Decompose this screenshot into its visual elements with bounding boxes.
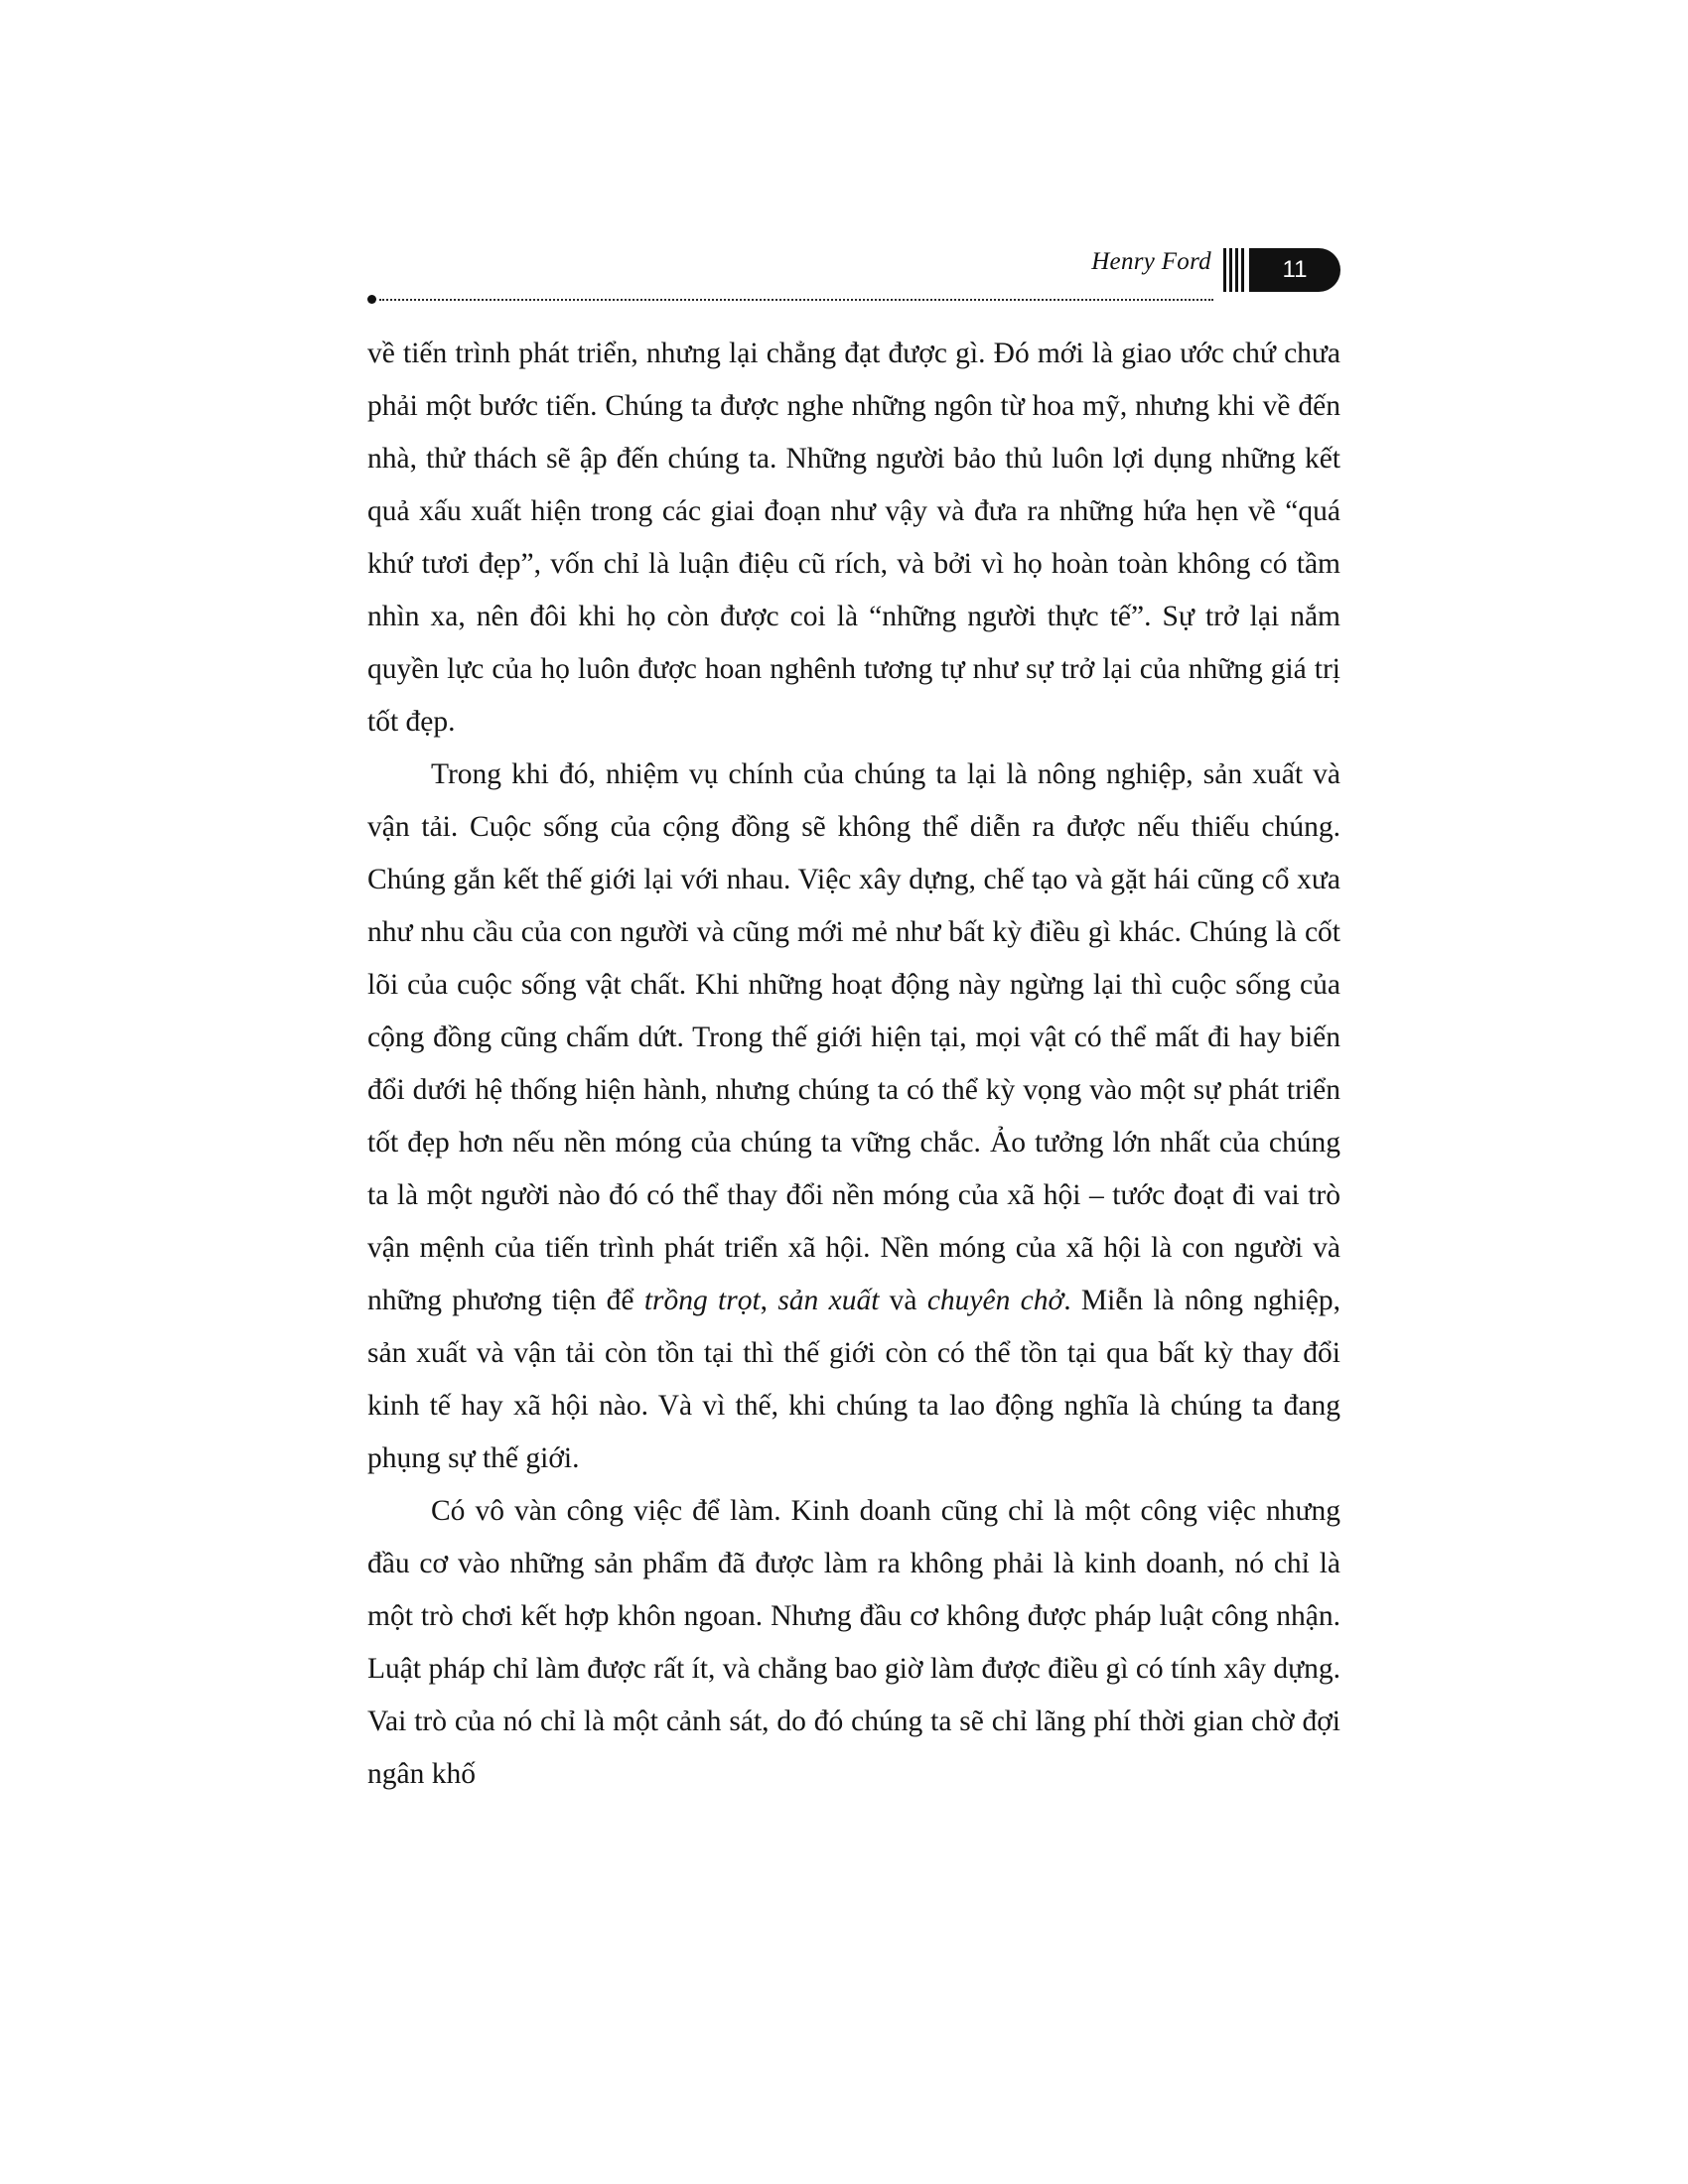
text-run: Trong khi đó, nhiệm vụ chính của chúng ta lại là nông nghiệp, sản xuất và vận tải. Cuộc sống của cộng đồng sẽ không thể diễn ra được nếu thiếu chúng. Chúng gắn kết thế giới lại với nhau. Việc xây dựng, chế tạo và gặt hái cũng cổ xưa như nhu cầu của con người và cũng mới mẻ như bất kỳ điều gì khác. Chúng là cốt lõi của cuộc sống vật chất. Khi những hoạt động này ngừng lại thì cuộc sống của cộng đồng cũng chấm dứt. Trong thế giới hiện tại, mọi vật có thể mất đi hay biến đổi dưới hệ thống hiện hành, nhưng chúng ta có thể kỳ vọng vào một sự phát triển tốt đẹp hơn nếu nền móng của chúng ta vững chắc. Ảo tưởng lớn nhất của chúng ta là một người nào đó có thể thay đổi nền móng của xã hội – tước đoạt đi vai trò vận mệnh của tiến trình phát triển xã hội. Nền móng của xã hội là con người và những phương tiện để	[367, 758, 1340, 1316]
paragraph	[367, 1485, 1340, 1801]
running-head-title: Henry Ford	[1091, 248, 1211, 275]
emphasis-text: sản xuất	[777, 1285, 880, 1316]
text-run: về tiến trình phát triển, nhưng lại chẳng đạt được gì. Đó mới là giao ước chứ chưa phải một bước tiến. Chúng ta được nghe những ngôn từ hoa mỹ, nhưng khi về đến nhà, thử thách sẽ ập đến chúng ta. Những người bảo thủ luôn lợi dụng những kết quả xấu xuất hiện trong các giai đoạn như vậy và đưa ra những hứa hẹn về “quá khứ tươi đẹp”, vốn chỉ là luận điệu cũ rích, và bởi vì họ hoàn toàn không có tầm nhìn xa, nên đôi khi họ còn được coi là “những người thực tế”. Sự trở lại nắm quyền lực của họ luôn được hoan nghênh tương tự như sự trở lại của những giá trị tốt đẹp.	[367, 338, 1340, 738]
paragraph	[367, 328, 1340, 749]
page-number-badge: 11	[1249, 248, 1340, 292]
emphasis-text: trồng trọt	[643, 1285, 761, 1316]
text-run: Có vô vàn công việc để làm. Kinh doanh cũng chỉ là một công việc nhưng đầu cơ vào những sản phẩm đã được làm ra không phải là kinh doanh, nó chỉ là một trò chơi kết hợp khôn ngoan. Nhưng đầu cơ không được pháp luật công nhận. Luật pháp chỉ làm được rất ít, và chẳng bao giờ làm được điều gì có tính xây dựng. Vai trò của nó chỉ là một cảnh sát, do đó chúng ta sẽ chỉ lãng phí thời gian chờ đợi ngân khố	[367, 1495, 1340, 1790]
paragraph	[367, 749, 1340, 1485]
body-text	[367, 328, 1340, 1801]
text-run: ,	[760, 1285, 778, 1316]
text-run: . Miễn là nông nghiệp, sản xuất và vận tải còn tồn tại thì thế giới còn có thể tồn tại qua bất kỳ thay đổi kinh tế hay xã hội nào. Và vì thế, khi chúng ta lao động nghĩa là chúng ta đang phụng sự thế giới.	[367, 1285, 1340, 1474]
rule-start-dot	[367, 295, 376, 304]
dotted-rule	[379, 299, 1213, 301]
page-header	[367, 248, 1340, 300]
emphasis-text: chuyên chở	[926, 1285, 1064, 1316]
header-stripes-ornament	[1223, 248, 1245, 292]
text-run: và	[879, 1285, 927, 1316]
